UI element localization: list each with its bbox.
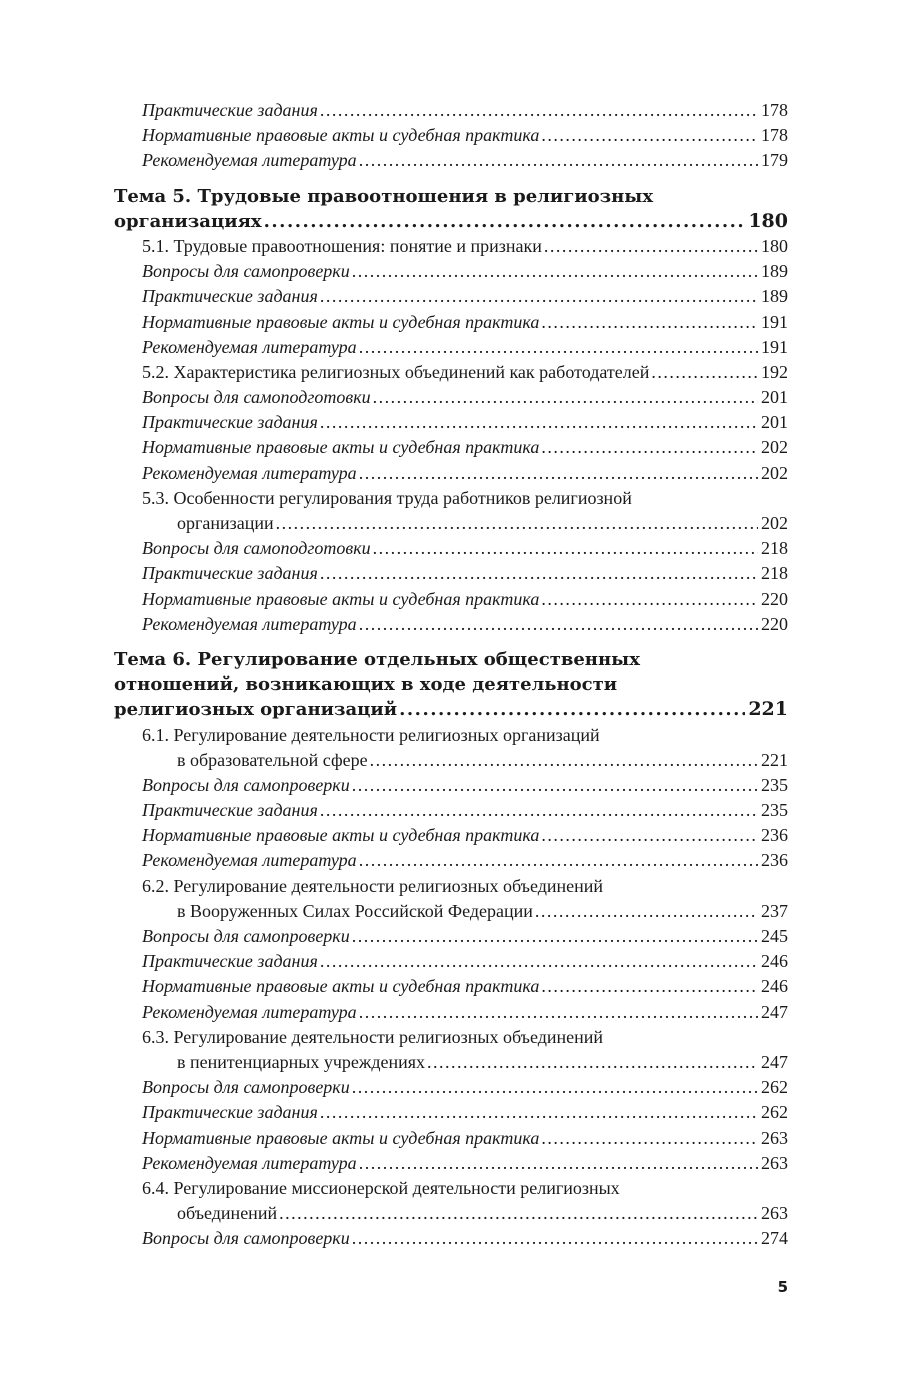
- dot-leader: [264, 209, 746, 234]
- dot-leader: [352, 924, 758, 949]
- toc-entry-page: 247: [761, 1051, 788, 1072]
- toc-entry-title: Вопросы для самопроверки: [142, 261, 350, 282]
- toc-entry-page: 178: [761, 125, 788, 146]
- toc-entry-title: Нормативные правовые акты и судебная практика: [142, 825, 540, 846]
- dot-leader: [352, 1075, 758, 1100]
- toc-entry: [114, 98, 788, 123]
- toc-entry: [114, 697, 788, 722]
- toc-entry-title: Вопросы для самопроверки: [142, 1077, 350, 1098]
- toc-entry-title: Вопросы для самопроверки: [142, 1228, 350, 1249]
- toc-entry: [114, 1050, 788, 1075]
- toc-entry-page: 262: [761, 1102, 788, 1123]
- dot-leader: [320, 1100, 758, 1125]
- dot-leader: [651, 360, 758, 385]
- toc-entry-page: 201: [761, 412, 788, 433]
- toc-entry-page: 274: [761, 1228, 788, 1249]
- dot-leader: [359, 148, 758, 173]
- dot-leader: [541, 435, 758, 460]
- dot-leader: [276, 511, 758, 536]
- toc-entry-title: Рекомендуемая литература: [142, 336, 357, 357]
- toc-entry-title: Практические задания: [142, 800, 318, 821]
- toc-entry: [114, 1151, 788, 1176]
- toc-entry-title: организациях: [114, 210, 262, 232]
- toc-entry: [114, 335, 788, 360]
- toc-entry-page: 262: [761, 1077, 788, 1098]
- dot-leader: [370, 748, 758, 773]
- toc-entry-page: 201: [761, 387, 788, 408]
- toc-entry: [114, 1075, 788, 1100]
- toc-entry-title: Вопросы для самопроверки: [142, 926, 350, 946]
- toc-entry: [114, 536, 788, 561]
- dot-leader: [320, 798, 758, 823]
- dot-leader: [541, 123, 758, 148]
- toc-entry: [114, 773, 788, 798]
- toc-entry-page: 221: [761, 749, 788, 770]
- toc-entry: [114, 823, 788, 848]
- toc-entry: [114, 410, 788, 435]
- toc-entry-title: 6.4. Регулирование миссионерской деятельности религиозных: [142, 1177, 620, 1198]
- toc-entry-title: 6.3. Регулирование деятельности религиозных объединений: [142, 1026, 604, 1047]
- toc-entry: [114, 1000, 788, 1025]
- toc-entry-title: Нормативные правовые акты и судебная практика: [142, 311, 540, 332]
- toc-entry-title: Нормативные правовые акты и судебная практика: [142, 1127, 540, 1148]
- toc-entry-title: религиозных организаций: [114, 699, 398, 721]
- toc-entry: [114, 1226, 788, 1251]
- dot-leader: [359, 461, 758, 486]
- toc-entry: [114, 234, 788, 259]
- toc-entry-page: 202: [761, 437, 788, 458]
- toc-entry-title: 5.2. Характеристика религиозных объединений как работодателей: [142, 361, 650, 382]
- toc-entry: [114, 874, 788, 899]
- toc-entry-title: Рекомендуемая литература: [142, 1152, 357, 1173]
- toc-entry-page: 220: [761, 588, 788, 609]
- dot-leader: [320, 98, 758, 123]
- dot-leader: [373, 536, 758, 561]
- toc-entry-page: 202: [761, 462, 788, 483]
- toc-entry-title: Рекомендуемая литература: [142, 850, 357, 871]
- toc-entry-title: Нормативные правовые акты и судебная практика: [142, 976, 540, 997]
- toc-entry-page: 221: [748, 698, 788, 721]
- toc-entry-page: 180: [761, 235, 788, 256]
- dot-leader: [320, 949, 758, 974]
- toc-entry-page: 247: [761, 1001, 788, 1022]
- toc-entry-title: Тема 5. Трудовые правоотношения в религиозных: [114, 185, 654, 207]
- toc-entry: [114, 360, 788, 385]
- dot-leader: [359, 335, 758, 360]
- toc-entry-title: объединений: [177, 1203, 278, 1224]
- toc-entry-title: Рекомендуемая литература: [142, 462, 357, 483]
- dot-leader: [320, 561, 758, 586]
- dot-leader: [359, 1151, 758, 1176]
- dot-leader: [399, 697, 745, 722]
- toc-entry-title: в пенитенциарных учреждениях: [177, 1051, 426, 1072]
- toc-entry-page: 237: [761, 900, 788, 921]
- dot-leader: [359, 1000, 758, 1025]
- dot-leader: [352, 259, 758, 284]
- toc-entry-page: 235: [761, 800, 788, 821]
- toc-entry: [114, 184, 788, 209]
- toc-entry-page: 178: [761, 100, 788, 120]
- toc-entry-page: 192: [761, 361, 788, 382]
- toc-entry-title: Практические задания: [142, 100, 318, 120]
- dot-leader: [320, 410, 758, 435]
- toc-entry-page: 191: [761, 311, 788, 332]
- dot-leader: [352, 1226, 758, 1251]
- toc-entry-page: 236: [761, 825, 788, 846]
- dot-leader: [535, 899, 758, 924]
- dot-leader: [320, 284, 758, 309]
- toc-entry-title: 6.1. Регулирование деятельности религиозных организаций: [142, 724, 600, 745]
- toc-entry-title: отношений, возникающих в ходе деятельности: [114, 674, 618, 696]
- toc-entry-page: 218: [761, 538, 788, 559]
- toc-entry: [114, 672, 788, 697]
- dot-leader: [427, 1050, 758, 1075]
- toc-entry-title: Нормативные правовые акты и судебная практика: [142, 125, 540, 146]
- toc-entry: [114, 723, 788, 748]
- toc-entry-title: Вопросы для самоподготовки: [142, 538, 371, 559]
- toc-entry-page: 246: [761, 951, 788, 972]
- toc-entry-page: 179: [761, 150, 788, 171]
- toc-entry: [114, 1100, 788, 1125]
- toc-entry: [114, 748, 788, 773]
- dot-leader: [359, 848, 758, 873]
- table-of-contents: [114, 98, 788, 1251]
- toc-entry: [114, 435, 788, 460]
- dot-leader: [352, 773, 758, 798]
- page-number: 5: [777, 1278, 788, 1296]
- dot-leader: [359, 612, 758, 637]
- dot-leader: [541, 823, 758, 848]
- toc-entry-page: 246: [761, 976, 788, 997]
- dot-leader: [279, 1201, 758, 1226]
- toc-entry: [114, 284, 788, 309]
- toc-entry: [114, 1201, 788, 1226]
- toc-entry: [114, 123, 788, 148]
- toc-entry-title: 5.3. Особенности регулирования труда работников религиозной: [142, 487, 632, 508]
- toc-entry-title: Практические задания: [142, 951, 318, 972]
- toc-entry: [114, 924, 788, 949]
- toc-entry-title: Практические задания: [142, 1102, 318, 1123]
- toc-entry-title: Рекомендуемая литература: [142, 1001, 357, 1022]
- dot-leader: [541, 1126, 758, 1151]
- toc-entry-title: 6.2. Регулирование деятельности религиозных объединений: [142, 875, 604, 896]
- toc-entry: [114, 899, 788, 924]
- toc-entry-page: 263: [761, 1203, 788, 1224]
- dot-leader: [544, 234, 758, 259]
- toc-entry-title: Практические задания: [142, 412, 318, 433]
- toc-entry-page: 180: [748, 209, 788, 232]
- toc-entry-title: Практические задания: [142, 286, 318, 307]
- toc-entry-page: 263: [761, 1127, 788, 1148]
- toc-entry-title: Рекомендуемая литература: [142, 613, 357, 634]
- toc-entry-page: 245: [761, 926, 788, 946]
- toc-entry: [114, 310, 788, 335]
- toc-entry: [114, 561, 788, 586]
- toc-entry-title: организации: [177, 513, 274, 533]
- toc-entry-title: 5.1. Трудовые правоотношения: понятие и признаки: [142, 235, 542, 256]
- toc-entry-title: Вопросы для самоподготовки: [142, 387, 371, 408]
- toc-entry-page: 218: [761, 563, 788, 584]
- toc-entry: [114, 148, 788, 173]
- toc-entry: [114, 848, 788, 873]
- toc-entry: [114, 461, 788, 486]
- dot-leader: [541, 974, 758, 999]
- toc-entry: [114, 587, 788, 612]
- toc-entry: [114, 974, 788, 999]
- toc-entry-title: Рекомендуемая литература: [142, 150, 357, 171]
- toc-entry: [114, 647, 788, 672]
- toc-entry-page: 236: [761, 850, 788, 871]
- toc-entry-title: в образовательной сфере: [177, 749, 368, 770]
- toc-entry-page: 235: [761, 774, 788, 795]
- toc-entry: [114, 259, 788, 284]
- toc-entry: [114, 209, 788, 234]
- toc-entry-title: Нормативные правовые акты и судебная практика: [142, 588, 540, 609]
- dot-leader: [541, 310, 758, 335]
- dot-leader: [373, 385, 758, 410]
- toc-entry-page: 189: [761, 261, 788, 282]
- toc-entry: [114, 949, 788, 974]
- toc-entry-title: Практические задания: [142, 563, 318, 584]
- toc-entry: [114, 1176, 788, 1201]
- toc-entry-title: в Вооруженных Силах Российской Федерации: [177, 900, 533, 921]
- toc-entry-title: Тема 6. Регулирование отдельных общественных: [114, 648, 640, 670]
- toc-entry: [114, 612, 788, 637]
- toc-entry-page: 263: [761, 1152, 788, 1173]
- dot-leader: [541, 587, 758, 612]
- toc-entry: [114, 486, 788, 511]
- toc-entry-page: 220: [761, 613, 788, 634]
- toc-entry: [114, 798, 788, 823]
- toc-entry: [114, 1126, 788, 1151]
- toc-entry-page: 202: [761, 513, 788, 533]
- toc-entry: [114, 511, 788, 536]
- toc-entry-page: 191: [761, 336, 788, 357]
- toc-entry-title: Вопросы для самопроверки: [142, 774, 350, 795]
- toc-entry-page: 189: [761, 286, 788, 307]
- toc-entry: [114, 1025, 788, 1050]
- toc-entry: [114, 385, 788, 410]
- toc-entry-title: Нормативные правовые акты и судебная практика: [142, 437, 540, 458]
